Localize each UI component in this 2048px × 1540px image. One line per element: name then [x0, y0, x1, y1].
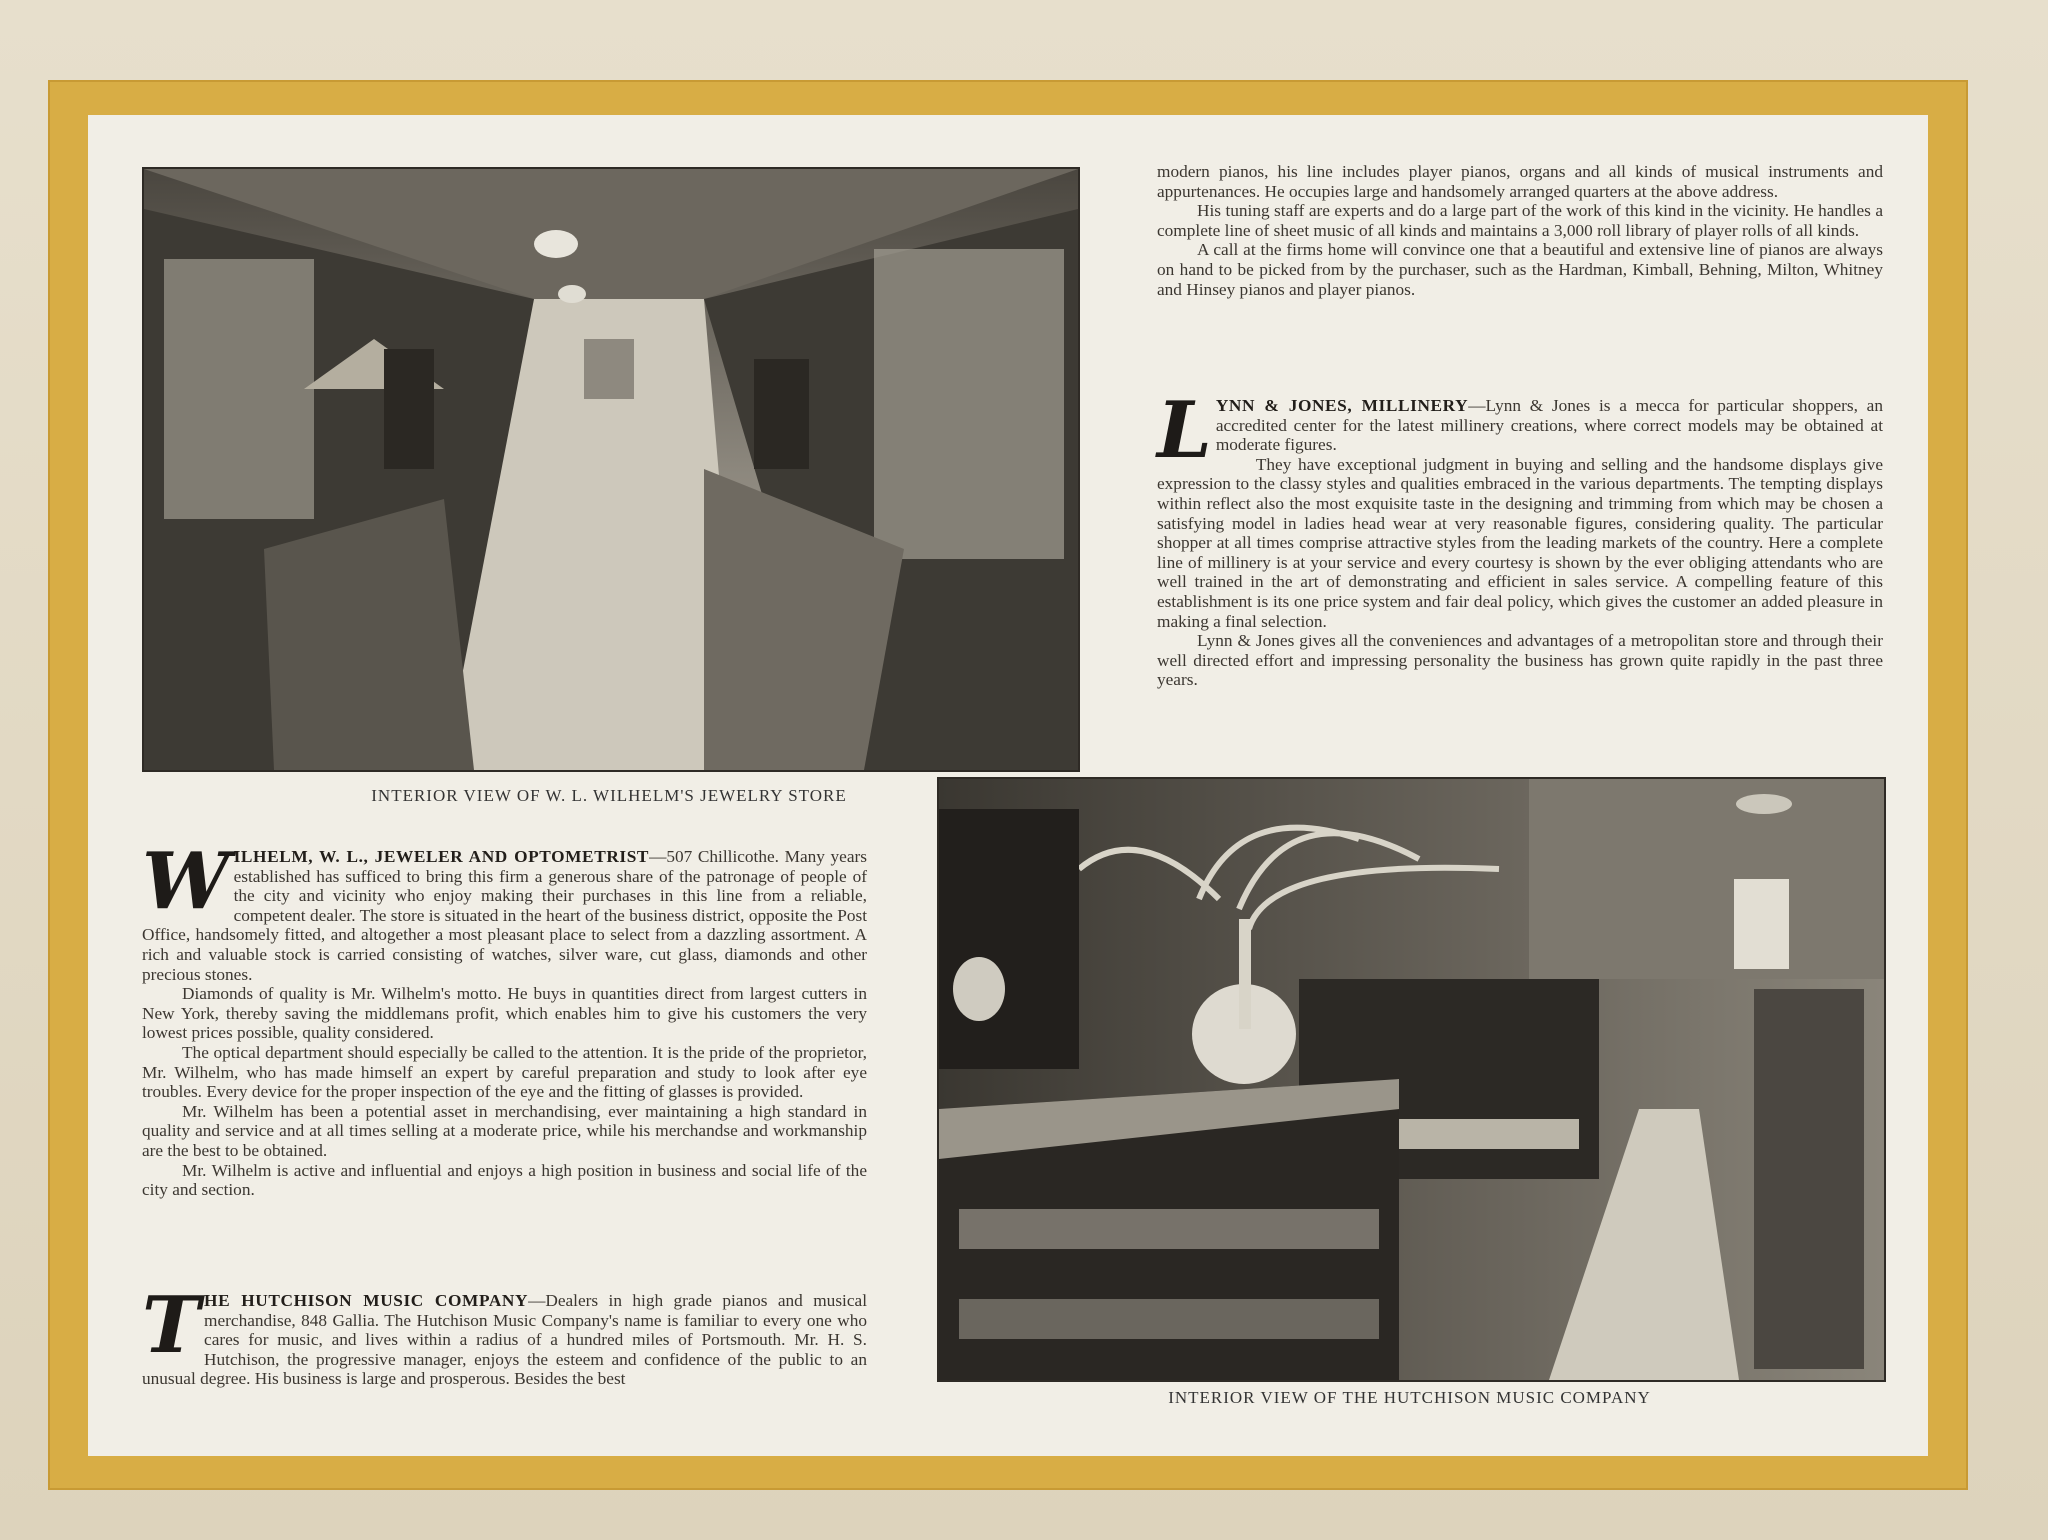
article-heading: ILHELM, W. L., JEWELER AND OPTOMETRIST [233, 847, 650, 866]
paragraph: —Lynn & Jones is a mecca for particular shoppers, an accredited center for the latest millinery creations, where correct models may be obtained at moderate figures. [1215, 396, 1883, 455]
paragraph: Mr. Wilhelm is active and influential and enjoys a high position in business and social life of the city and section. [142, 1160, 867, 1200]
wilhelm-article [142, 836, 867, 1200]
jewelry-photo-caption: INTERIOR VIEW OF W. L. WILHELM'S JEWELRY STORE [371, 786, 847, 805]
paragraph: modern pianos, his line includes player pianos, organs and all kinds of musical instruments and appurtenances. He occupies large and handsomely arranged quarters at the above address. [1157, 162, 1883, 201]
article-lead [1157, 385, 1883, 476]
music-photo-caption: INTERIOR VIEW OF THE HUTCHISON MUSIC COMPANY [1168, 1388, 1651, 1407]
right-column-top-text [1157, 162, 1883, 299]
paragraph: Lynn & Jones gives all the conveniences and advantages of a metropolitan store and through their well directed effort and impressing personality the business has grown quite rapidly in the past three years. [1157, 631, 1883, 690]
article-lead [142, 1280, 867, 1389]
hutchison-article [142, 1280, 867, 1389]
paragraph: His tuning staff are experts and do a large part of the work of this kind in the vicinity. He handles a complete line of sheet music of all kinds and maintains a 3,000 roll library of player rolls of all kinds. [1157, 201, 1883, 240]
paragraph: —507 Chillicothe. Many years established has sufficed to bring this firm a generous share of the patronage of people of the city and vicinity who enjoy making their purchases in this line from a reliable, competent dealer. The store is situated in the heart of the business district, opposite the Post Office, handsomely fitted, and altogether a most pleasant place to select from a dazzling assortment. A rich and valuable stock is carried consisting of watches, silver ware, cut glass, diamonds and other precious stones. [142, 847, 867, 984]
paragraph: —Dealers in high grade pianos and musical merchandise, 848 Gallia. The Hutchison Music Company's name is familiar to every one who cares for music, and lives within a radius of a hundred miles of Portsmouth. Mr. H. S. Hutchison, the progressive manager, enjoys the esteem and confidence of the public to an unusual degree. His business is large and prosperous. Besides the best [142, 1291, 867, 1389]
music-store-illustration [939, 779, 1884, 1380]
article-lead [142, 836, 867, 984]
paragraph: They have exceptional judgment in buying and selling and the handsome displays give expression to the classy styles and qualities embraced in the various departments. The tempting displays within reflect also the most exquisite taste in the designing and trimming from which may be chosen a satisfying model in ladies head wear at very reasonable figures, considering quality. The particular shopper at all times comprise attractive styles from the leading markets of the country. Here a complete line of millinery is at your service and every courtesy is shown by the ever obliging attendants who are well trained in the art of demonstrating and efficient in sales service. A compelling feature of this establishment is its one price system and fair deal policy, which gives the customer an added pleasure in making a final selection. [1157, 454, 1883, 631]
paragraph: Diamonds of quality is Mr. Wilhelm's motto. He buys in quantities direct from largest cutters in New York, thereby saving the middlemans profit, which enables him to give his customers the very lowest prices possible, quality considered. [142, 984, 867, 1043]
drop-cap: T [142, 1280, 197, 1371]
paragraph: The optical department should especially be called to the attention. It is the pride of the proprietor, Mr. Wilhelm, who has made himself an expert by careful preparation and study to look after eye troubles. Every device for the proper inspection of the eye and the fitting of glasses is provided. [142, 1042, 867, 1102]
article-heading: YNN & JONES, MILLINERY [1215, 396, 1469, 415]
paragraph: Mr. Wilhelm has been a potential asset in merchandising, ever maintaining a high standard in quality and service and at all times selling at a moderate price, while his merchandse and workmanship are the best to be obtained. [142, 1101, 867, 1160]
paragraph: A call at the firms home will convince one that a beautiful and extensive line of pianos are always on hand to be picked from by the purchaser, such as the Hardman, Kimball, Behning, Milton, Whitney and Hinsey pianos and player pianos. [1157, 240, 1883, 299]
lynn-jones-article [1157, 385, 1883, 690]
article-heading: HE HUTCHISON MUSIC COMPANY [204, 1291, 529, 1310]
jewelry-store-illustration [144, 169, 1078, 770]
music-store-photo [937, 777, 1886, 1382]
drop-cap: W [142, 836, 226, 927]
jewelry-store-photo [142, 167, 1080, 772]
drop-cap: L [1157, 385, 1208, 476]
